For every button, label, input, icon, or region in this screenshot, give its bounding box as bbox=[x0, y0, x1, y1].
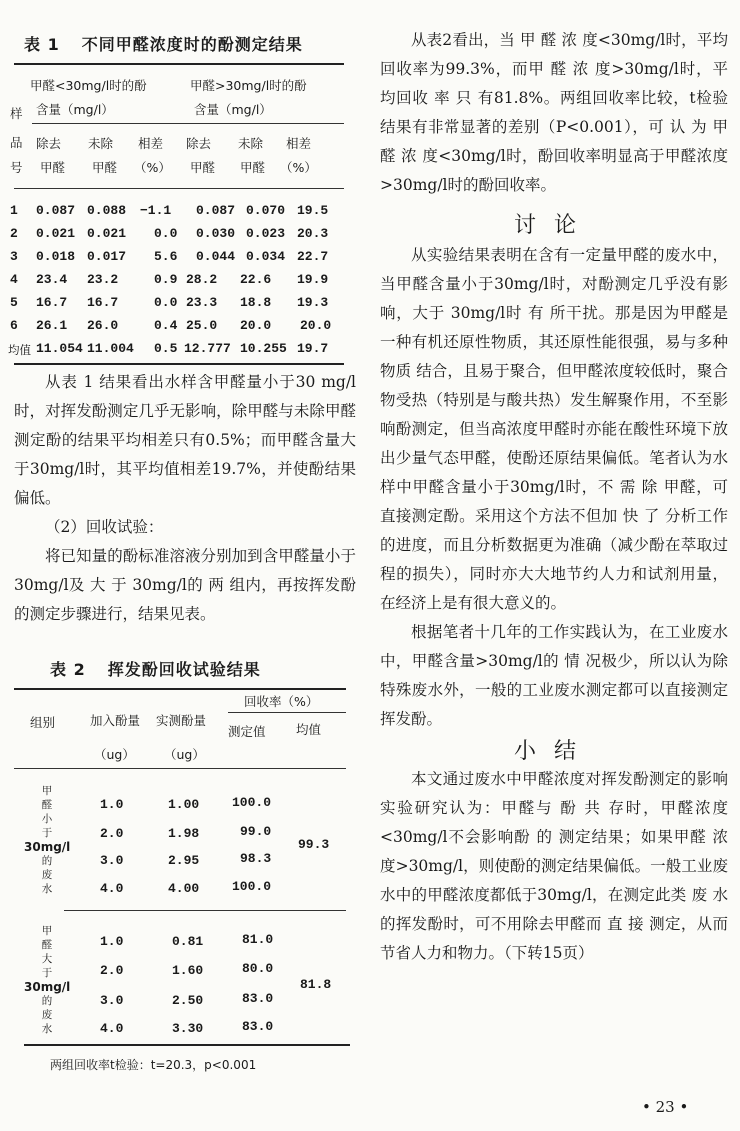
paragraph: 本文通过废水中甲醛浓度对挥发酚测定的影响实验研究认为：甲醛与 酚 共 存时，甲醛浓度<30mg/l不会影响酚 的 测定结果；如果甲醛 浓 度>30mg/l，则使酚的测定结果偏低。一般工业废水中的甲醛浓度都低于30mg/l，在测定此类 废 水的挥发酚时，可不用除去甲醛而 直 接 测定，从而节省人力和物力。（下转15页） bbox=[380, 770, 728, 962]
table1-cell: 0.018 bbox=[36, 249, 76, 264]
table2-cell-recovery: 100.0 bbox=[232, 795, 272, 810]
table1-cell: 23.3 bbox=[186, 295, 218, 310]
table1-cell: 12.777 bbox=[184, 341, 231, 356]
table2-header-added-unit: （ug） bbox=[94, 747, 135, 762]
paragraph: 从实验结果表明在含有一定量甲醛的废水中，当甲醛含量小于30mg/l时，对酚测定几乎没有影响，大于 30mg/l时 有 所干扰。那是因为甲醛是一种有机还原性物质，其还原性能很强，易与多种 物质 结合，且易于聚合，但甲醛浓度较低时，聚合物受热（特别是与酸共热）发生解聚作用，不至影响酚测定，但当高浓度甲醛时亦能在酸性环境下放出少量气态甲醛，使酚还原结果偏低。笔者认为水样中甲醛含量小于30mg/l时，不 需 除 甲醛，可直接测定酚。采用这个方法不但加 快 了 分析工作的进度，而且分析数据更为准确（减少酚在萃取过程的损失），同时亦大大地节约人力和试剂用量，在经济上是有很大意义的。 bbox=[380, 246, 728, 612]
table2-header-recovery-mean: 均值 bbox=[296, 722, 322, 737]
table1-bottom-rule bbox=[14, 363, 344, 365]
table1-cell: 0.021 bbox=[36, 226, 76, 241]
table1-title-number: 表 1 bbox=[24, 35, 60, 54]
table1-subheader: 除去 bbox=[36, 136, 62, 151]
table2-header-measured-unit: （ug） bbox=[164, 747, 205, 762]
table2-cell-mean: 99.3 bbox=[298, 837, 330, 852]
label-char: 废 bbox=[41, 869, 53, 881]
table1-cell: 0.0 bbox=[154, 295, 178, 310]
table1-cell: 10.255 bbox=[240, 341, 287, 356]
table2-cell-mean: 81.8 bbox=[300, 977, 332, 992]
section-heading-summary: 小结 bbox=[513, 739, 594, 764]
table2-cell-recovery: 83.0 bbox=[242, 991, 274, 1006]
table2-cell-added: 4.0 bbox=[100, 881, 124, 896]
section-heading-discussion: 讨论 bbox=[513, 213, 594, 238]
label-char: 30mg/l bbox=[24, 840, 71, 854]
table1-cell: 22.6 bbox=[240, 272, 272, 287]
label-char: 的 bbox=[41, 855, 53, 867]
table2-cell-added: 1.0 bbox=[100, 934, 124, 949]
label-char: 水 bbox=[41, 883, 53, 895]
table2-cell-added: 4.0 bbox=[100, 1021, 124, 1036]
table2-recovery-rule bbox=[228, 712, 346, 713]
table1-cell: 16.7 bbox=[36, 295, 68, 310]
label-char: 大 bbox=[41, 953, 53, 965]
table1-group-low-header: 甲醛<30mg/l时的酚 bbox=[30, 78, 147, 93]
table2-cell-added: 2.0 bbox=[100, 826, 124, 841]
table1-cell: 0.087 bbox=[196, 203, 236, 218]
table2-cell-measured: 2.50 bbox=[172, 993, 204, 1008]
table2-title bbox=[50, 657, 261, 680]
table2-cell-measured: 2.95 bbox=[168, 853, 200, 868]
table2-title-number: 表 2 bbox=[50, 660, 86, 679]
table2-header-recovery-value: 测定值 bbox=[228, 724, 266, 739]
paragraph: 根据笔者十几年的工作实践认为，在工业废水中，甲醛含量>30mg/l的 情 况极少，所以认为除特殊废水外，一般的工业废水测定都可以直接测定挥发酚。 bbox=[380, 623, 728, 728]
table1-cell: 0.044 bbox=[196, 249, 236, 264]
table2-cell-recovery: 100.0 bbox=[232, 879, 272, 894]
table1-row-id: 6 bbox=[10, 318, 18, 333]
table2-cell-measured: 0.81 bbox=[172, 934, 204, 949]
table1-cell: 22.7 bbox=[297, 249, 329, 264]
table1-cell: 5.6 bbox=[154, 249, 178, 264]
table1-group-rule bbox=[32, 123, 344, 124]
label-char: 于 bbox=[41, 967, 53, 979]
label-char: 小 bbox=[41, 813, 53, 825]
section-subheading: （2）回收试验： bbox=[45, 518, 164, 536]
table2-top-rule bbox=[14, 688, 346, 690]
table1-cell: 25.0 bbox=[186, 318, 218, 333]
table1-subheader: 甲醛 bbox=[240, 160, 266, 175]
table1-row-id: 均值 bbox=[8, 343, 31, 357]
table2-cell-recovery: 98.3 bbox=[240, 851, 272, 866]
table2-cell-added: 2.0 bbox=[100, 963, 124, 978]
table1-cell: 20.0 bbox=[300, 318, 332, 333]
table2-header-rule bbox=[14, 768, 346, 769]
table2-group-rule bbox=[64, 910, 346, 911]
table1-cell: 19.9 bbox=[297, 272, 329, 287]
table2-group-label bbox=[24, 784, 70, 896]
table1-cell: 11.004 bbox=[87, 341, 134, 356]
table1-top-rule bbox=[14, 63, 344, 65]
right-column bbox=[380, 26, 728, 968]
table2-cell-recovery: 99.0 bbox=[240, 824, 272, 839]
table1-cell: 23.2 bbox=[87, 272, 119, 287]
table1-cell: 11.054 bbox=[36, 341, 83, 356]
table1-cell: 0.034 bbox=[246, 249, 286, 264]
table1-row-id: 3 bbox=[10, 249, 18, 264]
table1-cell: 18.8 bbox=[240, 295, 272, 310]
paragraph: 从表 1 结果看出水样含甲醛量小于30 mg/l时，对挥发酚测定几乎无影响，除甲醛与未除甲醛测定酚的结果平均相差只有0.5%；而甲醛含量大于30mg/l时，其平均值相差19.7%，并使酚结果偏低。 bbox=[14, 373, 356, 507]
table2-bottom-rule bbox=[24, 1044, 350, 1046]
table2-cell-added: 1.0 bbox=[100, 797, 124, 812]
table1-subheader: 除去 bbox=[186, 136, 212, 151]
table1-subheader: 相差 bbox=[138, 136, 164, 151]
table2-cell-recovery: 80.0 bbox=[242, 961, 274, 976]
table1-cell: 19.7 bbox=[297, 341, 329, 356]
table1-row-label-char: 样 bbox=[10, 106, 23, 121]
label-char: 废 bbox=[41, 1009, 53, 1021]
table1-subheader: （%） bbox=[134, 160, 171, 175]
table1-subheader: 甲醛 bbox=[190, 160, 216, 175]
table1-cell: 0.087 bbox=[36, 203, 76, 218]
table2-cell-added: 3.0 bbox=[100, 993, 124, 1008]
paragraph: 将已知量的酚标准溶液分别加到含甲醛量小于30mg/l及 大 于 30mg/l的 两 组内，再按挥发酚的测定步骤进行，结果见表。 bbox=[14, 547, 356, 623]
label-char: 甲 bbox=[41, 925, 53, 937]
table1-row-id: 4 bbox=[10, 272, 18, 287]
table1-row-id: 5 bbox=[10, 295, 18, 310]
table1-subheader: 甲醛 bbox=[92, 160, 118, 175]
table2-cell-measured: 1.98 bbox=[168, 826, 200, 841]
table2-title-text: 挥发酚回收试验结果 bbox=[107, 660, 261, 679]
table1-row-label-char: 号 bbox=[10, 160, 23, 175]
table2-cell-recovery: 83.0 bbox=[242, 1019, 274, 1034]
table2-header-group: 组别 bbox=[30, 715, 56, 730]
label-char: 水 bbox=[41, 1023, 53, 1035]
table1-group-low-unit: 含量（mg/l） bbox=[36, 102, 114, 117]
table1-cell: 20.0 bbox=[240, 318, 272, 333]
table1-group-high-header: 甲醛>30mg/l时的酚 bbox=[190, 78, 307, 93]
table1-subheader: 未除 bbox=[88, 136, 114, 151]
label-char: 于 bbox=[41, 827, 53, 839]
table1-row-label-char: 品 bbox=[10, 135, 23, 150]
table1-cell: 0.088 bbox=[87, 203, 127, 218]
table2-cell-measured: 4.00 bbox=[168, 881, 200, 896]
paragraph: 从表2看出，当 甲 醛 浓 度<30mg/l时，平均回收率为99.3%，而甲 醛 浓 度>30mg/l时，平均回收 率 只 有81.8%。两组回收率比较，t检验结果有非常显著的差别（P<0.001），可 认 为 甲 醛 浓 度<30mg/l时，酚回收率明显高于甲醛浓度>30mg/l时的酚回收率。 bbox=[380, 31, 728, 194]
left-body-text bbox=[14, 368, 356, 629]
table1-cell: 0.4 bbox=[154, 318, 178, 333]
table1-cell: 26.0 bbox=[87, 318, 119, 333]
table1-cell: 0.030 bbox=[196, 226, 236, 241]
table1-cell: 28.2 bbox=[186, 272, 218, 287]
table1-cell: 23.4 bbox=[36, 272, 68, 287]
table1-subheader: 甲醛 bbox=[40, 160, 66, 175]
table1-cell: 19.5 bbox=[297, 203, 329, 218]
table1-cell: 26.1 bbox=[36, 318, 68, 333]
table2-header-recovery: 回收率（%） bbox=[244, 694, 319, 709]
table1-subheader: （%） bbox=[280, 160, 317, 175]
label-char: 醛 bbox=[41, 939, 53, 951]
table2-footnote: 两组回收率t检验：t=20.3，p<0.001 bbox=[50, 1058, 257, 1072]
table1-cell: −1.1 bbox=[140, 203, 172, 218]
table1-cell: 16.7 bbox=[87, 295, 119, 310]
table1-cell: 0.5 bbox=[154, 341, 178, 356]
table1-cell: 0.070 bbox=[246, 203, 286, 218]
table1-row-id: 2 bbox=[10, 226, 18, 241]
label-char: 醛 bbox=[41, 799, 53, 811]
table1-cell: 0.017 bbox=[87, 249, 127, 264]
table1-cell: 0.021 bbox=[87, 226, 127, 241]
table2-header-measured: 实测酚量 bbox=[156, 713, 207, 728]
table2-cell-measured: 1.00 bbox=[168, 797, 200, 812]
table1-title-text: 不同甲醛浓度时的酚测定结果 bbox=[81, 35, 303, 54]
page-number: • 23 • bbox=[642, 1098, 689, 1116]
table2-cell-measured: 3.30 bbox=[172, 1021, 204, 1036]
table1-cell: 20.3 bbox=[297, 226, 329, 241]
table1-title bbox=[24, 32, 303, 55]
table2-cell-recovery: 81.0 bbox=[242, 932, 274, 947]
label-char: 的 bbox=[41, 995, 53, 1007]
table2-cell-measured: 1.60 bbox=[172, 963, 204, 978]
table1-subheader: 相差 bbox=[286, 136, 312, 151]
table2-cell-added: 3.0 bbox=[100, 853, 124, 868]
table1-cell: 0.9 bbox=[154, 272, 178, 287]
table1-row-id: 1 bbox=[10, 203, 18, 218]
table1-subheader: 未除 bbox=[238, 136, 264, 151]
table1-cell: 0.023 bbox=[246, 226, 286, 241]
table1-group-high-unit: 含量（mg/l） bbox=[194, 102, 272, 117]
table1-header-rule bbox=[14, 188, 344, 189]
label-char: 30mg/l bbox=[24, 980, 71, 994]
table1-cell: 0.0 bbox=[154, 226, 178, 241]
table1-cell: 19.3 bbox=[297, 295, 329, 310]
table2-group-label bbox=[24, 924, 70, 1036]
label-char: 甲 bbox=[41, 785, 53, 797]
table2-header-added: 加入酚量 bbox=[90, 713, 141, 728]
